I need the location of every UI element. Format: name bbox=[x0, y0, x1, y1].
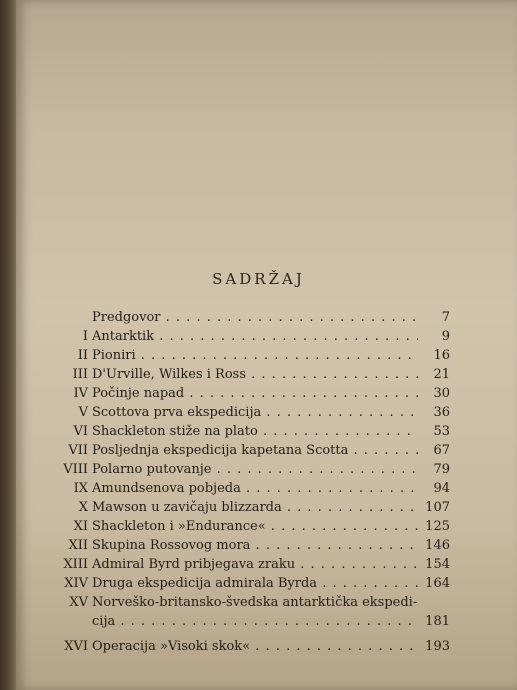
chapter-number: XII bbox=[68, 538, 88, 553]
page-number: 164 bbox=[425, 576, 450, 591]
page-title: SADRŽAJ bbox=[212, 270, 305, 288]
chapter-number: V bbox=[78, 405, 88, 420]
toc-entry-predgovor bbox=[40, 310, 450, 328]
chapter-title: Druga ekspedicija admirala Byrda . . . bbox=[92, 576, 418, 591]
page-number: 181 bbox=[425, 614, 450, 629]
chapter-title: Scottova prva ekspedicija . . . bbox=[92, 405, 418, 420]
chapter-title: Pioniri . . . bbox=[92, 348, 418, 363]
chapter-title: Operacija »Visoki skok« . . . bbox=[92, 639, 418, 654]
chapter-number: VIII bbox=[63, 462, 88, 477]
page-number: 7 bbox=[441, 310, 450, 325]
page-number: 21 bbox=[433, 367, 450, 382]
page-number: 16 bbox=[433, 348, 450, 363]
chapter-title: Shackleton i »Endurance« . . . bbox=[92, 519, 418, 534]
toc-entry-16 bbox=[40, 639, 450, 657]
chapter-title: Polarno putovanje . . . bbox=[92, 462, 418, 477]
chapter-title: Amundsenova pobjeda . . . bbox=[92, 481, 418, 496]
page-number: 67 bbox=[433, 443, 450, 458]
page-number: 94 bbox=[433, 481, 450, 496]
chapter-title: Norveško-britansko-švedska antarktička ekspedi- bbox=[92, 595, 418, 610]
page-number: 193 bbox=[425, 639, 450, 654]
page-number: 36 bbox=[433, 405, 450, 420]
toc-entry-11 bbox=[40, 519, 450, 537]
toc-entry-5 bbox=[40, 405, 450, 423]
chapter-title: Shackleton stiže na plato . . . bbox=[92, 424, 418, 439]
chapter-number: VII bbox=[68, 443, 88, 458]
chapter-title: Počinje napad . . . bbox=[92, 386, 418, 401]
chapter-number: IX bbox=[73, 481, 88, 496]
toc-entry-13 bbox=[40, 557, 450, 575]
toc-entry-9 bbox=[40, 481, 450, 499]
chapter-title: cija . . . bbox=[92, 614, 418, 629]
toc-entry-14 bbox=[40, 576, 450, 594]
page-number: 53 bbox=[433, 424, 450, 439]
chapter-title: Mawson u zavičaju blizzarda . . . bbox=[92, 500, 418, 515]
chapter-number: VI bbox=[73, 424, 88, 439]
page-number: 146 bbox=[425, 538, 450, 553]
page-number: 79 bbox=[433, 462, 450, 477]
page-number: 154 bbox=[425, 557, 450, 572]
toc-entry-6 bbox=[40, 424, 450, 442]
chapter-number: I bbox=[82, 329, 88, 344]
page-number: 9 bbox=[441, 329, 450, 344]
toc-entry-12 bbox=[40, 538, 450, 556]
toc-entry-1 bbox=[40, 329, 450, 347]
chapter-title: Posljednja ekspedicija kapetana Scotta . . . bbox=[92, 443, 418, 458]
toc-entry-10 bbox=[40, 500, 450, 518]
chapter-title: Antarktik . . . bbox=[92, 329, 418, 344]
chapter-title: D'Urville, Wilkes i Ross . . . bbox=[92, 367, 418, 382]
toc-entry-15 bbox=[40, 595, 450, 613]
toc-entry-8 bbox=[40, 462, 450, 480]
page-number: 107 bbox=[425, 500, 450, 515]
chapter-number: III bbox=[72, 367, 88, 382]
chapter-number: XIV bbox=[64, 576, 88, 591]
page-number: 30 bbox=[433, 386, 450, 401]
chapter-number: XVI bbox=[64, 639, 88, 654]
chapter-title: Admiral Byrd pribjegava zraku . . . bbox=[92, 557, 418, 572]
chapter-number: XI bbox=[73, 519, 88, 534]
toc-entry-7 bbox=[40, 443, 450, 461]
toc-entry-2 bbox=[40, 348, 450, 366]
toc-entry-3 bbox=[40, 367, 450, 385]
chapter-number: IV bbox=[73, 386, 88, 401]
page-number: 125 bbox=[425, 519, 450, 534]
toc-entry-15-continued bbox=[40, 614, 450, 632]
chapter-number: X bbox=[78, 500, 88, 515]
chapter-title: Skupina Rossovog mora . . . bbox=[92, 538, 418, 553]
chapter-number: XIII bbox=[63, 557, 88, 572]
chapter-number: XV bbox=[69, 595, 88, 610]
chapter-title: Predgovor . . . bbox=[92, 310, 418, 325]
chapter-number: II bbox=[77, 348, 88, 363]
toc-entry-4 bbox=[40, 386, 450, 404]
